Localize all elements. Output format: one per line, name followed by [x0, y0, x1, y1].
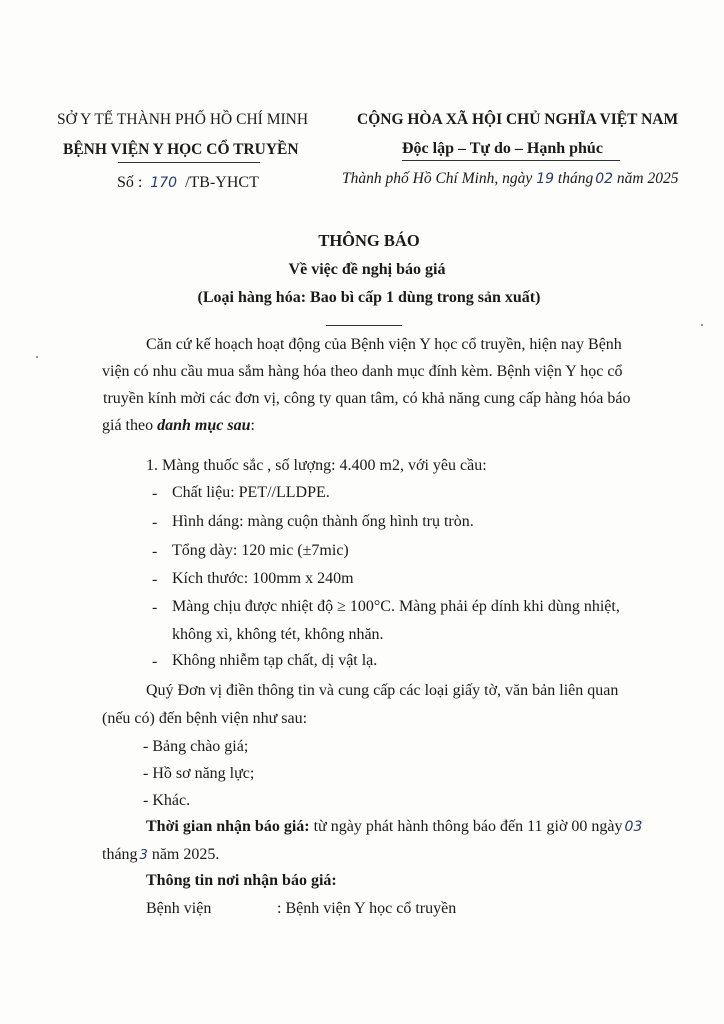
- date-year: năm 2025: [616, 170, 679, 187]
- bullet-dash: -: [152, 571, 158, 588]
- scan-speck: [701, 324, 703, 326]
- bullet-dash: -: [152, 599, 158, 616]
- bullet-dash: -: [152, 485, 158, 502]
- requirement-purity: Không nhiễm tạp chất, dị vật lạ.: [172, 652, 378, 669]
- provide-line-2: (nếu có) đến bệnh viện như sau:: [102, 710, 308, 727]
- number-suffix: /TB-YHCT: [185, 174, 259, 191]
- requirement-shape: Hình dáng: màng cuộn thành ống hình trụ tròn.: [172, 513, 474, 530]
- requirement-heat-continuation: không xì, không tét, không nhăn.: [172, 626, 384, 643]
- deadline-label: Thời gian nhận báo giá:: [146, 818, 310, 835]
- number-prefix: Số :: [117, 174, 143, 191]
- deadline-line-2: [102, 847, 219, 863]
- document-capability: - Hồ sơ năng lực;: [143, 765, 255, 782]
- requirement-heat: Màng chịu được nhiệt độ ≥ 100°C. Màng phải ép dính khi dùng nhiệt,: [172, 598, 620, 615]
- department-name: SỞ Y TẾ THÀNH PHỐ HỒ CHÍ MINH: [57, 111, 309, 128]
- bullet-dash: -: [152, 543, 158, 560]
- national-motto: Độc lập – Tự do – Hạnh phúc: [402, 140, 603, 157]
- intro-line-4: [102, 418, 255, 434]
- header-left-underline: [118, 162, 260, 163]
- hospital-name: BỆNH VIỆN Y HỌC CỔ TRUYỀN: [63, 141, 299, 158]
- country-name: CỘNG HÒA XÃ HỘI CHỦ NGHĨA VIỆT NAM: [357, 111, 679, 128]
- intro-line-2: viện có nhu cầu mua sắm hàng hóa theo danh mục đính kèm. Bệnh viện Y học cổ: [102, 363, 623, 380]
- deadline-day-handwritten: 03: [624, 819, 643, 835]
- motto-underline: [402, 160, 620, 161]
- title-separator: [326, 325, 402, 326]
- intro-last-prefix: giá theo: [102, 417, 158, 434]
- intro-last-suffix: :: [250, 417, 255, 434]
- document-number: [117, 175, 259, 191]
- requirement-size: Kích thước: 100mm x 240m: [172, 570, 354, 587]
- bullet-dash: -: [152, 514, 158, 531]
- deadline-month-label: tháng: [102, 846, 138, 863]
- document-subject: Về việc đề nghị báo giá: [288, 261, 446, 278]
- item-heading: 1. Màng thuốc sắc , số lượng: 4.400 m2, với yêu cầu:: [146, 457, 487, 474]
- date-city-label: Thành phố Hồ Chí Minh, ngày: [342, 170, 533, 187]
- hospital-label: Bệnh viện: [146, 900, 212, 917]
- requirement-thickness: Tổng dày: 120 mic (±7mic): [172, 542, 349, 559]
- receive-heading: Thông tin nơi nhận báo giá:: [146, 872, 337, 889]
- goods-category: (Loại hàng hóa: Bao bì cấp 1 dùng trong sản xuất): [197, 289, 541, 306]
- intro-line-1: Căn cứ kế hoạch hoạt động của Bệnh viện Y học cổ truyền, hiện nay Bệnh: [146, 336, 622, 353]
- requirement-material: Chất liệu: PET//LLDPE.: [172, 484, 330, 501]
- deadline-year: năm 2025.: [147, 846, 220, 863]
- document-other: - Khác.: [143, 792, 191, 809]
- issue-date: [342, 171, 678, 187]
- number-handwritten: 170: [150, 175, 178, 191]
- deadline-line: [146, 819, 642, 835]
- document-quote: - Bảng chào giá;: [143, 738, 249, 755]
- hospital-value: : Bệnh viện Y học cổ truyền: [277, 900, 457, 917]
- date-month-handwritten: 02: [595, 171, 614, 187]
- bullet-dash: -: [152, 653, 158, 670]
- deadline-month-handwritten: 3: [139, 848, 148, 863]
- date-day-handwritten: 19: [536, 171, 555, 187]
- intro-line-3: truyền kính mời các đơn vị, công ty quan tâm, có khả năng cung cấp hàng hóa báo: [103, 390, 631, 407]
- date-month-label: tháng: [557, 170, 594, 187]
- scan-speck: [36, 356, 38, 358]
- intro-emphasis: danh mục sau: [157, 417, 251, 434]
- provide-line-1: Quý Đơn vị điền thông tin và cung cấp các loại giấy tờ, văn bản liên quan: [146, 682, 619, 699]
- deadline-text: từ ngày phát hành thông báo đến 11 giờ 00 ngày: [309, 818, 623, 835]
- document-title: THÔNG BÁO: [318, 231, 420, 250]
